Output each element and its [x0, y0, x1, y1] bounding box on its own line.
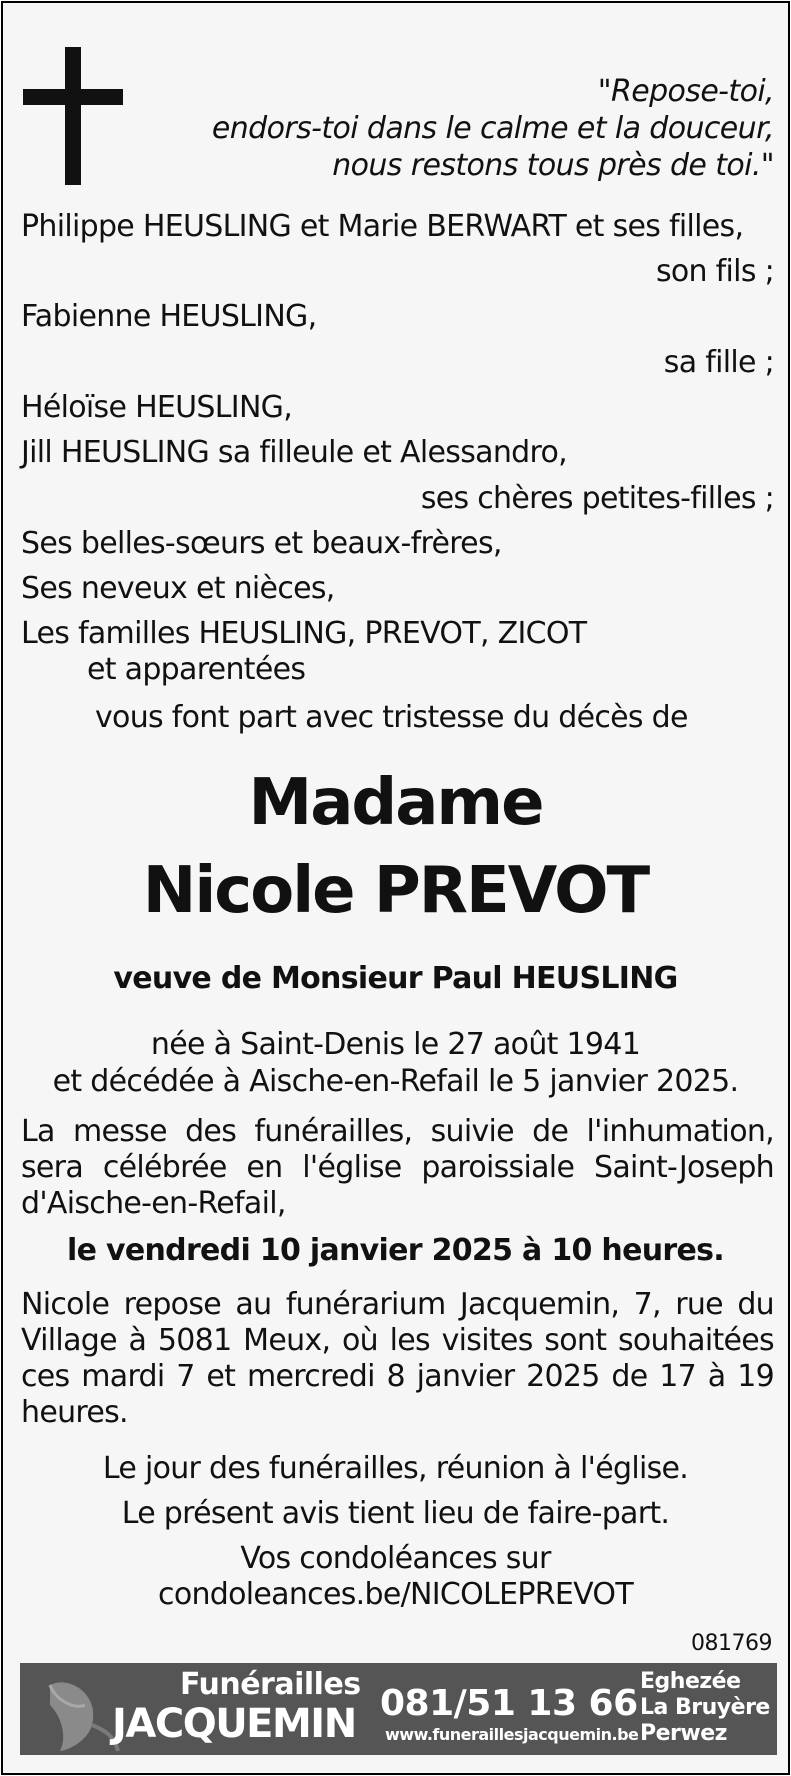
banner-funerailles: Funérailles: [180, 1667, 361, 1702]
visits-paragraph: Nicole repose au funérarium Jacquemin, 7, rue du Village à 5081 Meux, où les visites sont souhaitées ces mardi 7 et mercredi 8 janvier 2025 de 17 à 19 heures.: [21, 1287, 774, 1430]
family-relation: sa fille ;: [663, 345, 774, 380]
banner-locations: [640, 1669, 770, 1747]
notice-line: Le présent avis tient lieu de faire-part.: [121, 1496, 670, 1531]
mass-date: le vendredi 10 janvier 2025 à 10 heures.: [67, 1233, 724, 1268]
birth-line: née à Saint-Denis le 27 août 1941: [150, 1027, 641, 1062]
meeting-line: Le jour des funérailles, réunion à l'église.: [102, 1451, 689, 1486]
family-line: et apparentées: [87, 652, 306, 687]
family-line: Héloïse HEUSLING,: [21, 390, 293, 425]
death-line: et décédée à Aische-en-Refail le 5 janvier 2025.: [52, 1064, 739, 1099]
quote-line: nous restons tous près de toi.": [332, 148, 774, 183]
obituary-notice: [1, 1, 790, 1775]
banner-company: JACQUEMIN: [112, 1701, 356, 1747]
funeral-home-banner: [20, 1663, 777, 1755]
location-item: Perwez: [640, 1721, 727, 1746]
epigraph-quote: [134, 73, 774, 184]
widow-line: veuve de Monsieur Paul HEUSLING: [113, 961, 678, 996]
announcement-line: vous font part avec tristesse du décès de: [95, 700, 688, 735]
cross-icon-bar: [23, 89, 123, 105]
banner-website[interactable]: www.funeraillesjacquemin.be: [385, 1725, 639, 1744]
quote-line: "Repose-toi,: [597, 74, 774, 109]
family-relation: son fils ;: [655, 254, 774, 289]
family-line: Philippe HEUSLING et Marie BERWART et ses filles,: [21, 209, 744, 244]
condolences-link[interactable]: condoleances.be/NICOLEPREVOT: [158, 1577, 633, 1612]
family-line: Ses neveux et nièces,: [21, 571, 335, 606]
family-line: Ses belles-sœurs et beaux-frères,: [21, 526, 502, 561]
location-item: La Bruyère: [640, 1695, 770, 1720]
reference-number: 081769: [691, 1631, 772, 1656]
family-line: Jill HEUSLING sa filleule et Alessandro,: [21, 435, 567, 470]
deceased-title: Madame: [248, 766, 543, 840]
location-item: Eghezée: [640, 1669, 741, 1694]
family-relation: ses chères petites-filles ;: [420, 481, 774, 516]
condolences-label: Vos condoléances sur: [240, 1541, 551, 1576]
lily-icon: [30, 1665, 120, 1753]
family-line: Fabienne HEUSLING,: [21, 299, 317, 334]
quote-line: endors-toi dans le calme et la douceur,: [211, 111, 774, 146]
mass-paragraph: La messe des funérailles, suivie de l'inhumation, sera célébrée en l'église paroissiale Saint-Joseph d'Aische-en-Refail,: [21, 1114, 774, 1221]
banner-phone[interactable]: 081/51 13 66: [380, 1683, 638, 1724]
deceased-name: Nicole PREVOT: [142, 854, 649, 928]
family-line: Les familles HEUSLING, PREVOT, ZICOT: [21, 616, 587, 651]
cross-icon: [65, 47, 81, 185]
